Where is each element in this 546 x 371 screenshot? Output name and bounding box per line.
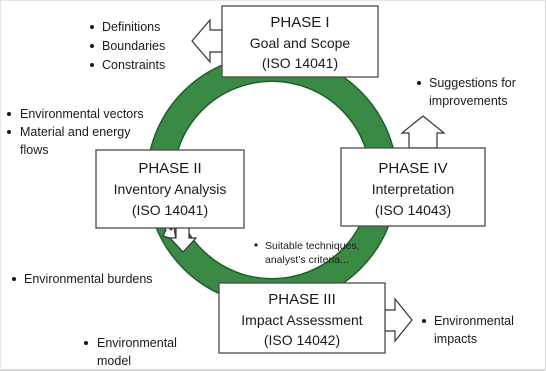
bullet-icon xyxy=(7,112,11,116)
phase2-standard: (ISO 14041) xyxy=(131,202,209,218)
phase4-title: PHASE IV xyxy=(378,160,448,177)
impacts-note-1: Environmental xyxy=(434,314,514,328)
bullet-icon xyxy=(90,44,94,48)
suggestions-note-1: Suggestions for xyxy=(429,76,516,90)
bullet-icon xyxy=(422,319,426,323)
impact-output-arrow xyxy=(385,299,412,341)
phase1-name: Goal and Scope xyxy=(249,35,351,51)
phase1-standard: (ISO 14041) xyxy=(261,55,339,71)
model-note-2: model xyxy=(97,354,132,368)
bullet-icon xyxy=(7,130,11,134)
bullet-icon xyxy=(84,341,88,345)
techniques-note-2: analyst’s criteria... xyxy=(265,254,349,266)
bullet-icon xyxy=(90,63,94,67)
techniques-note-1: Suitable techniques, xyxy=(265,240,360,252)
bullet-icon xyxy=(254,243,257,246)
phase3-standard: (ISO 14042) xyxy=(263,332,341,348)
phase4-standard: (ISO 14043) xyxy=(374,202,452,218)
phase4-name: Interpretation xyxy=(371,181,455,197)
phase3-name: Impact Assessment xyxy=(241,312,363,328)
goal-note-constraints: Constraints xyxy=(102,58,166,72)
phase2-title: PHASE II xyxy=(138,160,202,177)
inventory-note-flows-2: flows xyxy=(20,143,49,157)
goal-note-boundaries: Boundaries xyxy=(102,39,166,53)
phase2-name: Inventory Analysis xyxy=(113,181,227,197)
goal-note-definitions: Definitions xyxy=(102,20,161,34)
inventory-note-vectors: Environmental vectors xyxy=(20,107,144,121)
burdens-note: Environmental burdens xyxy=(24,272,153,286)
phase1-title: PHASE I xyxy=(270,14,330,31)
suggestions-note-2: improvements xyxy=(429,94,508,108)
inventory-note-flows-1: Material and energy xyxy=(20,125,131,139)
goal-output-arrow xyxy=(192,20,222,62)
phase3-title: PHASE III xyxy=(268,291,336,308)
bullet-icon xyxy=(12,277,16,281)
impacts-note-2: impacts xyxy=(434,332,478,346)
model-note-1: Environmental xyxy=(97,336,177,350)
bullet-icon xyxy=(417,81,421,85)
bullet-icon xyxy=(90,25,94,29)
interpretation-up-arrow xyxy=(402,116,444,148)
